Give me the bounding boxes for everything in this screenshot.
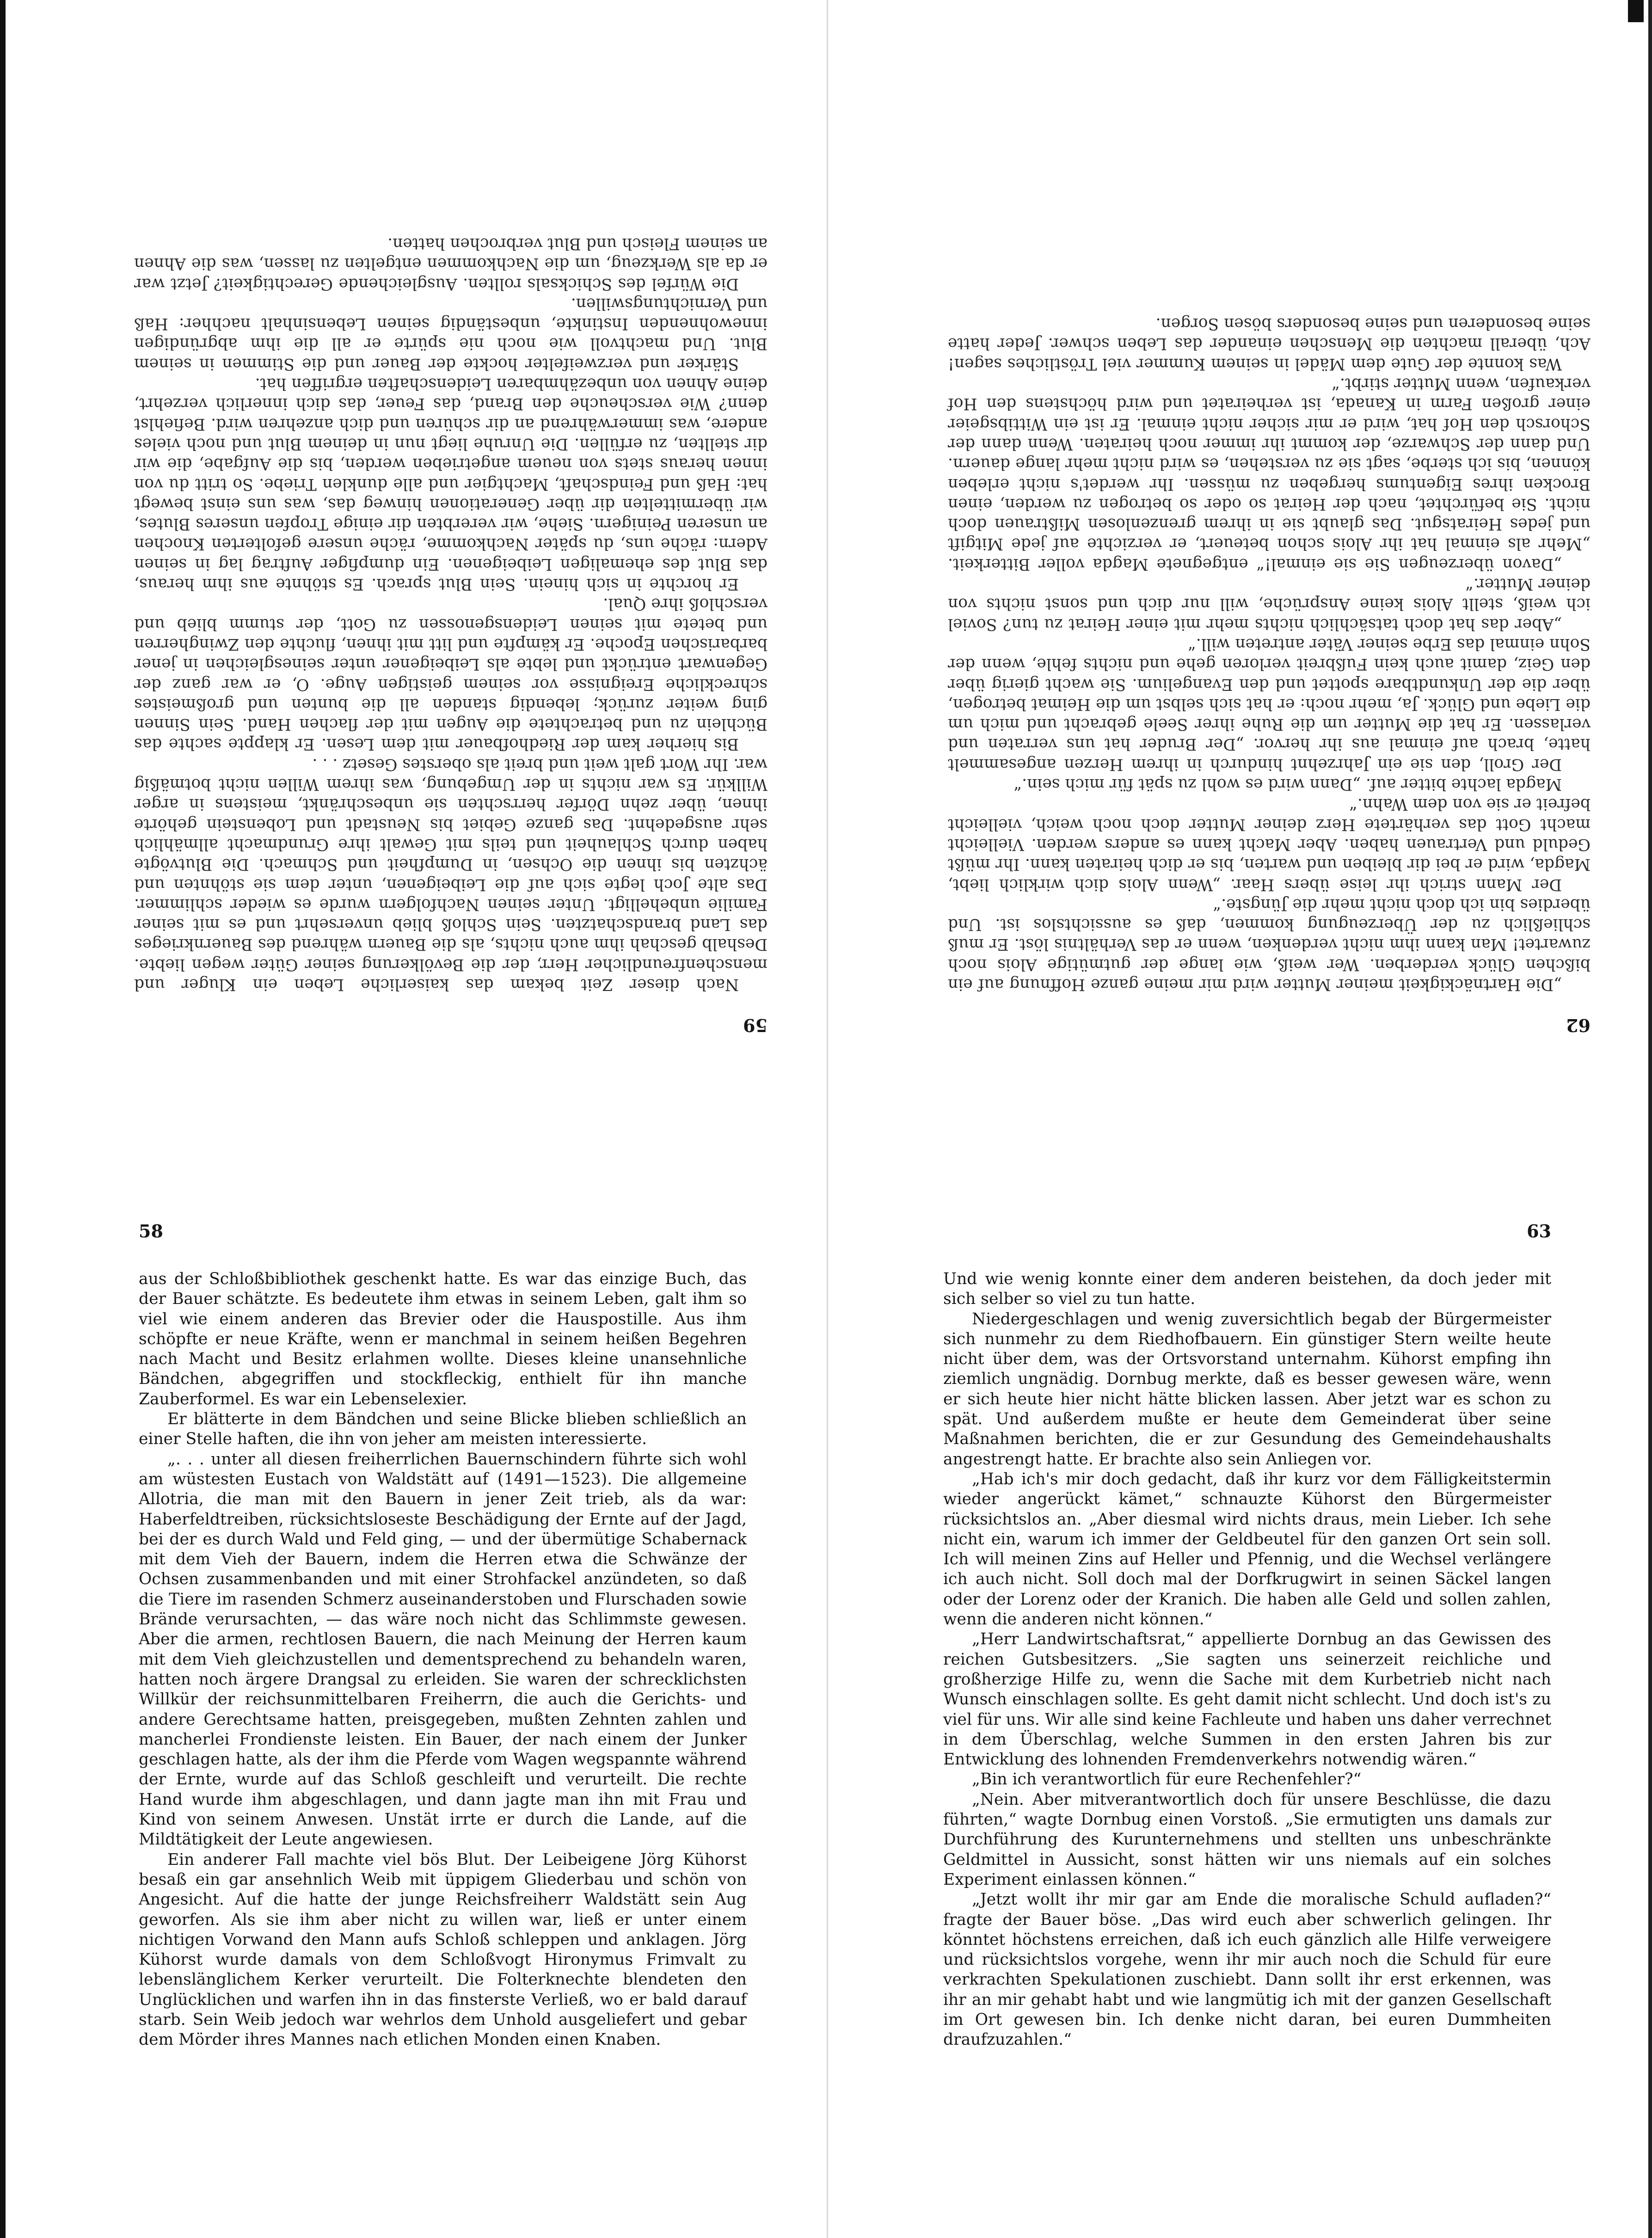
bottom-right-page <box>943 1221 1551 2109</box>
page-body <box>139 1269 747 2050</box>
paragraph: Niedergeschlagen und wenig zuversichtlich begab der Bürgermeister sich nunmehr zu dem Riedhofbauern. Ein günstiger Stern weilte heute nicht über dem, was der Ortsvorstand unternahm. Kühorst empfing ihn ziemlich ungnädig. Dornbug merkte, daß es besser gewesen wäre, wenn er sich heute hier nicht hätte blicken lassen. Aber jetzt war es schon zu spät. Und außerdem mußte er heute dem Gemeinderat über seine Maßnahmen berichten, die er zur Gesundung des Gemeindehaushalts angestrengt hatte. Er brachte also sein Anliegen vor. <box>943 1310 1551 1469</box>
paragraph: Was konnte der Gute dem Mädel in seinem Kummer viel Tröstliches sagen! Ach, überall machten die Menschen einander das Leben schwer. Jeder hatte seine besonderen und seine besonders bösen Sorgen. <box>948 314 1591 373</box>
scan-corner-mark <box>1628 0 1644 22</box>
paragraph: „Nein. Aber mitverantwortlich doch für unsere Beschlüsse, die dazu führten,“ wagte Dornbug einen Vorstoß. „Sie ermutigten uns damals zur Durchführung des Kuruntern​ehmens und stellten uns unbeschränkte Geldmittel in Aussicht, sonst hätten wir uns niemals auf ein solches Experiment einlassen können.“ <box>943 1790 1551 1889</box>
paragraph: Und wie wenig konnte einer dem anderen beistehen, da doch jeder mit sich selber so viel zu tun hatte. <box>943 1270 1551 1309</box>
paragraph: „Hab ich's mir doch gedacht, daß ihr kurz vor dem Fälligkeitstermin wieder angerückt kämet,“ schnauzte Kühorst den Bürgermeister rücksichtslos an. „Aber diesmal wird nichts draus, mein Lieber. Ich sehe nicht ein, warum ich immer der Geldbeutel für den ganzen Ort sein soll. Ich will meinen Zins auf Heller und Pfennig, und die Wechsel verlängere ich auch nicht. Soll doch mal der Dorfkrugwirt in seinen Säckel langen oder der Lorenz oder der Kranich. Die haben alle Geld und sollen zahlen, wenn die anderen nicht können.“ <box>943 1469 1551 1629</box>
page-number: 59 <box>743 1015 768 1036</box>
paragraph: Nach dieser Zeit bekam das kaiserliche Leben ein Kluger und menschenfreundlicher Herr, der die Bevölkerung seiner Güter wegen liebte. Deshalb geschah ihm auch nichts, als die Bauern während des Bauernkrieges das Land brandschatzten. Sein Schloß blieb unversehrt und es mit seiner Familie unbehelligt. Unter seinen Nachfolgern wurde es wieder schlimmer. Das alte Joch legte sich auf die Leibeigenen, unter dem sie stöhnten und ächzten bis ihnen die Ochsen, in Dumpfheit und Schmach. Die Blutvögte haben durch Schlauheit und teils mit Gewalt ihre Grundmacht allmählich sehr ausgedehnt. Das ganze Gebiet bis Neustadt und Lobenstein gehörte ihnen, über zehn Dörfer herrschten sie unbeschränkt, meistens in arger Willkür. Es war nichts in der Umgebung, was ihrem Willen nicht botmäßig war. Ihr Wort galt weit und breit als oberstes Gesetz . . . <box>134 755 768 994</box>
paragraph: „. . . unter all diesen freiherrlichen Bauernschindern führte sich wohl am wüstesten Eustach von Waldstätt auf (1491—1523). Die allgemeine Allotria, die man mit den Bauern in jener Zeit trieb, als da war: Haberfeldtreiben, rücksichtsloseste Beschädigung der Ernte auf der Jagd, bei der es durch Wald und Feld ging, — und der übermütige Schabernack mit dem Vieh der Bauern, indem die Herren etwa die Schwänze der Ochsen zusammenbanden und mit einer Strohfackel anzündeten, so daß die Tiere im rasenden Schmerz auseinanderstoben und Flurschaden sowie Brände verursachten, — das wäre noch nicht das Schlimmste gewesen. Aber die armen, rechtlosen Bauern, die nach Meinung der Herren kaum mit dem Vieh gleichzustellen und dementsprechend zu behandeln waren, hatten noch ärgere Drangsal zu erleiden. Sie waren der schrecklichsten Willkür der reichsunmittelbaren Freiherrn, die auch die Gerichts- und andere Gerechtsame hatten, preisgegeben, mußten Zehnten zahlen und mancherlei Frondienste leisten. Ein Bauer, der nach einem der Junker geschlagen hatte, als der ihm die Pferde vom Wagen wegspannte während der Ernte, wurde auf das Schloß geschleift und verurteilt. Die rechte Hand wurde ihm abgeschlagen, und dann jagte man ihn mit Frau und Kind von seinem Anwesen. Unstät irrte er durch die Lande, auf die Mildtätigkeit der Leute angewiesen. <box>139 1450 747 1849</box>
paragraph: „Jetzt wollt ihr mir gar am Ende die moralische Schuld aufladen?“ fragte der Bauer böse. „Das wird euch aber schwerlich gelingen. Ihr könntet höchstens erreichen, daß ich euch gänzlich alle Hilfe verweigere und rücksichtslos vorgehe, wenn ihr mir auch noch die Schuld für eure verkrachten Spekulationen zuschiebt. Dann sollt ihr erst erkennen, was ihr an mir gehabt habt und wie langmütig ich mit der ganzen Gesellschaft im Ort gewesen bin. Ich denke nicht daran, bei euren Dummheiten draufzuzahlen.“ <box>943 1890 1551 2049</box>
paragraph: Bis hierher kam der Riedhofbauer mit dem Lesen. Er klappte sachte das Büchlein zu und betrachtete die Augen mit der flachen Hand. Sein Sinnen ging weiter zurück; lebendig standen all die bunten und großmeistes schreckliche Ereignisse vor seinem geistigen Auge. O, er war ganz der Gegenwart entrückt und lebte als Leibeigener unter seinesgleichen in jener barbarischen Epoche. Er kämpfte und litt mit ihnen, fluchte den Zwingherren und betete mit seinen Leidensgenossen zu Gott, der stumm blieb und verschloß ihre Qual. <box>134 595 768 754</box>
paragraph: Er horchte in sich hinein. Sein Blut sprach. Es stöhnte aus ihm heraus, das Blut des ehemaligen Leibeigenen. Ein dumpfiger Auftrag lag in seinen Adern: räche uns, du später Nachkomme, räche unsere gefolterten Knochen an unseren Peinigern. Siehe, wir vererbten dir einige Tropfen unseres Blutes, wir übermittelten dir über Generationen hinweg das, was uns einst bewegt hat: Haß und Feindschaft, Machtgier und alle dunklen Triebe. So tritt du von innen heraus stets von neuem angetrieben werden, bis die Aufgabe, die wir dir stellten, zu erfüllen. Die Unruhe liegt nun in deinem Blut und noch vieles andere, was immerwährend an dir schüren und dich anzehren wird. Befiehlst denn? Wie verscheuche den Brand, das Feuer, das dich innerlich verzehrt, deine Ahnen von unbezähmbaren Leidenschaften ergriffen hat. <box>134 375 768 594</box>
page-body <box>134 234 768 994</box>
page-number: 58 <box>139 1221 163 1242</box>
paragraph: aus der Schloßbibliothek geschenkt hatte. Es war das einzige Buch, das der Bauer schätzte. Es bedeutete ihm etwas in seinem Leben, galt ihm so viel wie einem anderen das Brevier oder die Hauspostille. Aus ihm schöpfte er neue Kräfte, wenn er manchmal in seinem heißen Begehren nach Macht und Besitz erlahmen wollte. Dieses kleine unansehnliche Bändchen, abgegriffen und stockfleckig, enthielt für ihn manche Zauberformel. Es war ein Lebenselexier. <box>139 1270 747 1408</box>
top-left-page-region <box>948 148 1591 1036</box>
paragraph: „Herr Landwirtschaftsrat,“ appellierte Dornbug an das Gewissen des reichen Gutsbesitzers. „Sie sagten uns seinerzeit reichliche und großherzige Hilfe zu, wenn die Sache mit dem Kurbetrieb nicht nach Wunsch einschlagen sollte. Es geht damit nicht schlecht. Und doch ist's zu viel für uns. Wir alle sind keine Fachleute und haben uns daher verrechnet in dem Überschlag, welche Summen in den ersten Jahren bis zur Entwicklung des lohnenden Fremdenverkehrs notwendig wären.“ <box>943 1630 1551 1769</box>
paragraph: Die Würfel des Schicksals rollten. Ausgleichende Gerechtigkeit? Jetzt war er da als Werkzeug, um die Nachkommen entgelten zu lassen, was die Ahnen an seinem Fleisch und Blut verbrochen hatten. <box>134 234 768 293</box>
paragraph: Magda lachte bitter auf. „Dann wird es wohl zu spät für mich sein.“ <box>1013 775 1562 794</box>
page-number: 63 <box>1527 1221 1551 1242</box>
paragraph: Ein anderer Fall machte viel bös Blut. Der Leibeigene Jörg Kühorst besaß ein gar ansehnlich Weib mit üppigem Gliederbau und schön von Angesicht. Auf die hatte der junge Reichsfreiherr Waldstätt sein Aug geworfen. Als sie ihm aber nicht zu willen war, ließ er unter einem nichtigen Vorwand den Mann aufs Schloß schleppen und anklagen. Jörg Kühorst wurde damals von dem Schloßvogt Hironymus Frimvalt zu lebenslänglichem Kerker verurteilt. Die Folterknechte blendeten den Unglücklichen und warfen ihn in das finsterste Verließ, wo er bald darauf starb. Sein Weib jedoch war wehrlos dem Unhold ausgeliefert und gebar dem Mörder ihres Mannes nach etlichen Monden einen Knaben. <box>139 1850 747 2049</box>
paragraph: Der Mann strich ihr leise übers Haar. „Wenn Alois dich wirklich liebt, Magda, wird er bei dir bleiben und warten, bis er dich heiraten kann. Ihr müßt Geduld und Vertrauen haben. Aber Macht kann es anders werden. Vielleicht macht Gott das verhärtete Herz deiner Mutter doch noch weich, vielleicht befreit er sie von dem Wahn.“ <box>948 795 1591 894</box>
paragraph: „Davon überzeugen Sie sie einmal!“ entgegnete Magda voller Bitterkeit. „Mehr als einmal hat ihr Alois schon beteuert, er verzichte auf jede Mitgift und jedes Heiratsgut. Das glaubt sie in ihrem grenzenlosen Mißtrauen doch nicht. Sie befürchtet, nach der Heirat so oder so betrogen zu werden, einen Brocken ihres Eigentums hergeben zu müssen. Ihr werdet's nicht erleben können, bis ich sterbe, sagt sie zu verstehen, es wird nicht mehr lange dauern. Und dann der Schwarze, der kommt ihr immer noch heiraten. Wenn dann der Schorsch den Hof hat, wird er mir sicher nicht einmal. Er ist ein Wittibsgeier einer großen Farm in Kanada, ist verheiratet und wird höchstens den Hof verkaufen, wenn Mutter stirbt.“ <box>948 375 1591 573</box>
page-body <box>943 1269 1551 2050</box>
page-body <box>948 314 1591 994</box>
paragraph: Er blätterte in dem Bändchen und seine Blicke blieben schließlich an einer Stelle haften, die ihn von jeher am meisten interessierte. <box>139 1410 747 1449</box>
bottom-left-page <box>139 1221 747 2109</box>
scan-left-edge <box>0 0 6 2238</box>
paragraph: Der Groll, den sie ein Jahrzehnt hindurch in ihrem Herzen angesammelt hatte, brach auf einmal aus ihr hervor. „Der Bruder hat uns verraten und verlassen. Er hat die Mutter um die Ruhe ihrer Seele gebracht und mich um die Liebe und Glück. Ja, mehr noch: er hat sich selbst um die Heimat betrogen, über die der Unkundtbare spottet und den Evangelium. Sie wacht gierig über den Geiz, damit auch kein Fußbreit verloren gehe und nichts fehle, wenn der Sohn einmal das Erbe seiner Väter antreten will.“ <box>948 634 1591 774</box>
paragraph: „Die Hartnäckigkeit meiner Mutter wird mir meine ganze Hoffnung auf ein bißchen Glück verderben. Wer weiß, wie lange der gutmütige Alois noch zuwartet! Man kann ihm nicht verdenken, wenn er das Verhältnis löst. Er muß schließlich zu der Überzeugung kommen, daß es aussichtslos ist. Und überdies bin ich doch nicht mehr die Jüngste.“ <box>948 895 1591 994</box>
paragraph: „Aber das hat doch tatsächlich nichts mehr mit einer Heirat zu tun? Soviel ich weiß, stellt Alois keine Ansprüche, will nur dich und sonst nichts von deiner Mutter.“ <box>948 575 1591 633</box>
page-fold <box>827 0 828 2238</box>
top-right-page-region <box>134 139 768 1036</box>
paragraph: „Bin ich verantwortlich für eure Rechenfehler?“ <box>972 1770 1362 1789</box>
page-number: 62 <box>1566 1015 1591 1036</box>
scan-right-edge <box>1648 0 1652 2238</box>
paragraph: Stärker und verzweifelter hockte der Bauer und die Stimmen in seinem Blut. Und machtvoll wie noch nie spürte er all die ihm abgründigen innewohnenden Instinkte, unbeständig seinen Lebensinhalt nachher: Haß und Vernichtungswillen. <box>134 294 768 373</box>
